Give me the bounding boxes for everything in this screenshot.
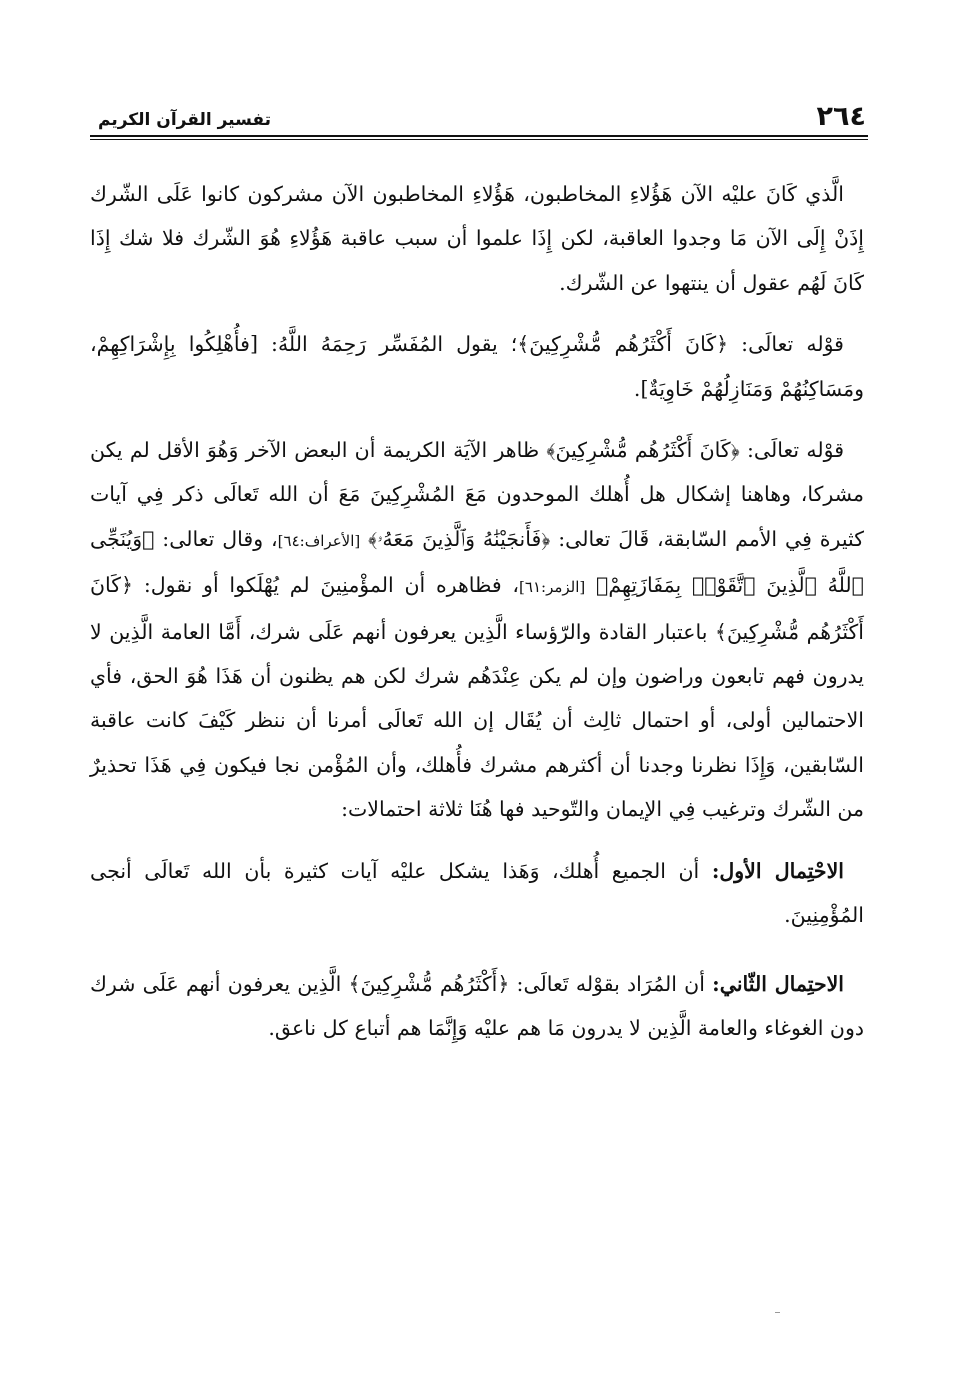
paragraph-5-text: أن المُرَاد بقوْله تَعالَى: ﴿أَكْثَرُهُم مُّشْرِكِينَ﴾ الَّذِين يعرفون أنهم عَلَى شرك دون الغوغاء والعامة الَّذِين لا يدرون مَا هم عليْه وَإِنَّمَا هم أتباع كل ناعق. <box>90 971 864 1040</box>
reference-araf: [الأعراف:٦٤] <box>277 531 361 550</box>
paragraph-2: قوْله تعالَى: ﴿كَانَ أَكْثَرُهُم مُّشْرِكِينَ﴾؛ يقول المُفَسِّر رَحِمَهُ اللَّهُ: [فأُهْلِكُوا بِإِشْرَاكِهِمْ، ومَسَاكِنُهُمْ وَمَنَازِلُهُمْ خَاوِيَةٌ]. <box>90 332 864 401</box>
running-title: تفسير القرآن الكريم <box>98 110 272 130</box>
reference-zumar: [الزمر:٦١] <box>519 578 586 597</box>
page-header <box>92 96 866 132</box>
paragraph-5 <box>90 962 864 1051</box>
paragraph-3-part-a: قوْله تعالَى: ﴿كَانَ أَكْثَرُهُم مُّشْرِكِينَ﴾ ظاهر الآيَة الكريمة أن البعض الآخر وَهُوَ الأقل لم يكن مشركا، وهاهنا إشكال هل أُهلك الموحدون مَعَ المُشْرِكِينَ مَعَ أن الله تَعالَى ذكر فِي آيات كثيرة فِي الأمم السّابقة، قَالَ تعالى: ﴿فَأَنجَيْنَٰهُ وَٱلَّذِينَ مَعَهُۥ﴾ <box>90 438 864 551</box>
paragraph-3 <box>90 428 864 832</box>
paragraph-4-text: أن الجميع أُهلك، وَهَذا يشكل عليْه آيات كثيرة بأن الله تَعالَى أنجى المُؤْمِنِينَ. <box>90 858 864 928</box>
page-body <box>90 172 864 1067</box>
header-rule-thin <box>90 139 868 140</box>
paragraph-3-part-b: ، وقال تعالى: ﴿وَيُنَجِّى ٱللَّهُ ٱلَّذِينَ ٱتَّقَوْا۟ بِمَفَازَتِهِمْ﴾ <box>90 526 864 598</box>
paragraph-4-label: الاحْتِمال الأول: <box>711 858 844 883</box>
paragraph-5-label: الاحتِمال الثّاني: <box>712 971 844 996</box>
header-rule <box>90 135 868 137</box>
paragraph-3-part-c: ، فظاهره أن المؤْمنِينَ لم يُهْلَكوا أو نقول: ﴿كَانَ أَكْثَرُهُم مُّشْرِكِينَ﴾ باعتبار القادة والرّؤساء الَّذِين يعرفون أنهم عَلَى شرك، أَمَّا العامة الَّذِين لا يدرون فهم تابعون وراضون وإن لم يكن عِنْدَهُم شرك لكن هم يظنون أن هَذَا هُوَ الحق، فأي الاحتمالين أولى، أو احتمال ثالِث أن يُقَال إن الله تَعالَى أمرنا أن ننظر كَيْفَ كانت عاقبة السّابقين، وَإِذَا نظرنا وجدنا أن أكثرهم مشرك فأُهلك، وأن المُؤْمن نجا فيكون فِي هَذَا تحذيرٌ من الشّرك وترغيب فِي الإيمان والتّوحيد فها هُنَا ثلاثة احتمالات: <box>90 573 864 822</box>
scan-mark <box>775 1312 780 1313</box>
paragraph-1: الَّذي كَانَ عليْه الآن هَؤُلاءِ المخاطبون، هَؤُلاءِ المخاطبون الآن مشركون كانوا عَلَى الشّرك إِذَنْ إِلَى الآن مَا وجدوا العاقبة، لكن إِذَا علموا أن سبب عاقبة هَؤُلاءِ هُوَ الشّرك فلا شك إِذَا كَانَ لَهُم عقول أن ينتهوا عن الشّرك. <box>90 182 864 295</box>
page-number: ٢٦٤ <box>816 101 866 132</box>
paragraph-4 <box>90 849 864 938</box>
